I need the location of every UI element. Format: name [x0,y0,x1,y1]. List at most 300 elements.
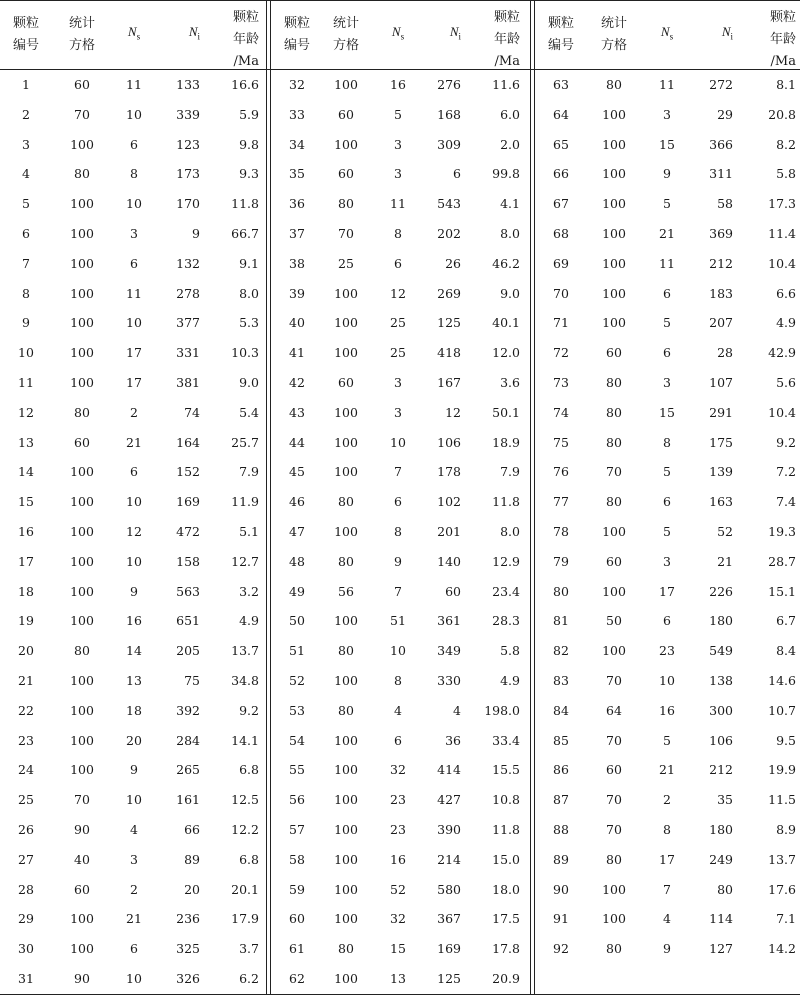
cell-grain-age: 11.8 [492,822,520,837]
cell-grain-no: 75 [553,434,569,450]
cell-stat-grid: 100 [70,345,94,361]
cell-ni: 123 [176,136,200,152]
cell-grain-age: 8.1 [776,77,796,92]
cell-ns: 7 [394,464,402,480]
cell-stat-grid: 100 [334,851,358,867]
cell-stat-grid: 100 [602,196,626,212]
cell-stat-grid: 80 [338,196,354,212]
cell-grain-no: 61 [289,941,305,957]
cell-grain-age: 17.9 [231,911,259,927]
header-text: 统计 [600,15,627,31]
cell-stat-grid: 90 [74,822,90,837]
cell-ns: 16 [126,613,142,629]
cell-ns: 4 [130,822,138,837]
cell-stat-grid: 100 [334,971,358,986]
cell-grain-age: 10.4 [768,404,796,420]
cell-ni: 167 [437,375,461,390]
table-row [535,189,800,219]
cell-grain-no: 17 [18,553,34,569]
cell-stat-grid: 100 [70,762,94,778]
cell-grain-age: 20.8 [768,106,796,122]
cell-grain-no: 58 [289,851,305,867]
cell-stat-grid: 100 [70,941,94,957]
cell-stat-grid: 70 [74,792,90,808]
cell-grain-no: 83 [553,673,569,688]
cell-grain-no: 89 [553,851,569,867]
cell-ns: 2 [130,881,138,897]
cell-ni: 26 [445,255,461,271]
cell-ns: 10 [126,553,142,569]
cell-ni: 205 [176,643,200,659]
header-ns-base: N [391,24,401,40]
cell-grain-no: 45 [289,464,305,480]
cell-grain-no: 14 [18,464,34,480]
table-row [271,249,530,279]
cell-grain-age: 7.1 [776,911,796,927]
table-row [271,368,530,398]
header-ni [421,0,461,69]
cell-grain-age: 11.8 [231,196,259,212]
cell-grain-no: 5 [22,196,30,212]
table-row [271,100,530,130]
header-text: 颗粒 [12,15,39,31]
header-ni-symbol [450,21,461,48]
cell-ns: 9 [394,553,402,569]
cell-grain-no: 73 [553,375,569,390]
cell-stat-grid: 100 [334,404,358,420]
header-text: 编号 [547,37,574,53]
cell-stat-grid: 60 [74,881,90,897]
cell-ni: 133 [176,77,200,92]
table-row [535,666,800,696]
cell-ni: 127 [709,941,733,957]
cell-grain-age: 4.9 [776,315,796,331]
cell-grain-no: 28 [18,881,34,897]
cell-grain-age: 8.0 [500,226,520,241]
header-ns-sub: s [669,31,674,42]
cell-stat-grid: 60 [606,762,622,778]
cell-grain-no: 87 [553,792,569,808]
cell-stat-grid: 100 [602,136,626,152]
cell-ns: 9 [130,583,138,599]
header-grain-age [738,0,796,73]
cell-grain-age: 40.1 [492,315,520,331]
cell-grain-age: 11.5 [768,792,796,808]
cell-grain-no: 29 [18,911,34,927]
cell-ns: 6 [130,464,138,480]
table-row [535,368,800,398]
header-ns [647,0,687,69]
cell-ni: 418 [437,345,461,361]
cell-ni: 207 [709,315,733,331]
cell-grain-no: 15 [18,494,34,510]
table-row [535,815,800,845]
cell-stat-grid: 60 [606,345,622,361]
cell-grain-no: 88 [553,822,569,837]
cell-stat-grid: 80 [606,404,622,420]
cell-grain-no: 2 [22,106,30,122]
cell-ni: 339 [176,106,200,122]
cell-stat-grid: 100 [602,315,626,331]
cell-ni: 580 [437,881,461,897]
cell-ni: 138 [709,673,733,688]
cell-grain-age: 10.3 [231,345,259,361]
cell-grain-age: 3.2 [239,583,259,599]
cell-grain-no: 31 [18,971,34,986]
table-block-2 [271,0,530,995]
cell-grain-no: 39 [289,285,305,301]
cell-grain-no: 44 [289,434,305,450]
cell-grain-no: 71 [553,315,569,331]
header-text: 方格 [332,37,359,53]
cell-ns: 3 [130,851,138,867]
table-row [271,636,530,666]
cell-stat-grid: 25 [338,255,354,271]
cell-stat-grid: 70 [606,792,622,808]
table-row [271,696,530,726]
cell-grain-no: 25 [18,792,34,808]
cell-stat-grid: 100 [334,822,358,837]
cell-ni: 381 [176,375,200,390]
cell-stat-grid: 80 [606,434,622,450]
cell-grain-no: 10 [18,345,34,361]
cell-stat-grid: 100 [334,762,358,778]
cell-ns: 6 [394,255,402,271]
cell-stat-grid: 100 [70,702,94,718]
table-row [535,755,800,785]
cell-grain-no: 20 [18,643,34,659]
cell-stat-grid: 100 [70,524,94,539]
cell-grain-no: 24 [18,762,34,778]
cell-ni: 330 [437,673,461,688]
table-row [271,338,530,368]
cell-grain-age: 5.1 [239,524,259,539]
cell-grain-no: 22 [18,702,34,718]
cell-ni: 114 [709,911,733,927]
cell-grain-age: 17.8 [492,941,520,957]
cell-grain-age: 5.9 [239,106,259,122]
cell-ns: 15 [659,136,675,152]
table-row [271,845,530,875]
table-row [535,100,800,130]
cell-grain-age: 198.0 [484,702,520,718]
cell-grain-age: 16.6 [231,77,259,92]
cell-stat-grid: 100 [602,881,626,897]
table-row [535,696,800,726]
table-row [271,189,530,219]
header-text: 年龄 [232,32,259,47]
cell-ni: 563 [176,583,200,599]
cell-grain-no: 66 [553,166,569,182]
cell-grain-age: 5.3 [239,315,259,331]
cell-grain-age: 12.7 [231,553,259,569]
cell-ns: 5 [663,464,671,480]
cell-grain-age: 12.5 [231,792,259,808]
cell-grain-age: 50.1 [492,404,520,420]
cell-stat-grid: 50 [606,613,622,629]
cell-stat-grid: 100 [602,106,626,122]
cell-grain-age: 12.2 [231,822,259,837]
cell-ni: 272 [709,77,733,92]
cell-grain-age: 42.9 [768,345,796,361]
table-row [535,249,800,279]
table-row [0,308,266,338]
cell-stat-grid: 100 [602,285,626,301]
header-grain-no [541,0,581,69]
cell-stat-grid: 100 [334,434,358,450]
cell-ni: 58 [717,196,733,212]
table-row [0,517,266,547]
cell-ns: 3 [394,166,402,182]
cell-ns: 11 [659,77,675,92]
cell-grain-no: 51 [289,643,305,659]
cell-grain-no: 67 [553,196,569,212]
table-row [271,875,530,905]
cell-ni: 161 [176,792,200,808]
cell-ni: 4 [453,702,461,718]
cell-grain-age: 13.7 [231,643,259,659]
cell-ns: 17 [659,583,675,599]
cell-ni: 139 [709,464,733,480]
cell-stat-grid: 100 [70,673,94,688]
cell-grain-age: 17.5 [492,911,520,927]
cell-grain-no: 90 [553,881,569,897]
cell-grain-age: 11.6 [492,77,520,92]
cell-grain-no: 53 [289,702,305,718]
cell-ni: 175 [709,434,733,450]
cell-grain-no: 85 [553,732,569,748]
table-row [535,904,800,934]
block-divider-left-a [266,0,267,995]
cell-stat-grid: 100 [602,255,626,271]
cell-ns: 23 [390,792,406,808]
header-text: 方格 [600,37,627,53]
cell-ns: 25 [390,315,406,331]
cell-ni: 89 [184,851,200,867]
cell-stat-grid: 100 [602,583,626,599]
header-grain-age [468,0,520,73]
cell-grain-no: 68 [553,226,569,241]
cell-grain-no: 84 [553,702,569,718]
header-text: 统计 [68,15,95,31]
table-row [271,159,530,189]
cell-stat-grid: 60 [338,375,354,390]
cell-stat-grid: 100 [70,911,94,927]
cell-grain-age: 11.9 [231,494,259,510]
cell-ni: 125 [437,315,461,331]
header-text: 颗粒 [547,15,574,31]
cell-stat-grid: 80 [606,494,622,510]
cell-ns: 6 [394,494,402,510]
cell-ni: 390 [437,822,461,837]
cell-grain-age: 20.1 [231,881,259,897]
cell-stat-grid: 100 [70,583,94,599]
cell-ni: 366 [709,136,733,152]
cell-grain-age: 13.7 [768,851,796,867]
cell-grain-age: 66.7 [231,226,259,241]
header-stat-grid [60,0,104,69]
header-ns-symbol [392,21,404,48]
cell-grain-age: 25.7 [231,434,259,450]
table-row [0,279,266,309]
cell-ns: 11 [126,77,142,92]
cell-grain-age: 9.3 [239,166,259,182]
header-text: 统计 [332,15,359,31]
table-row [535,606,800,636]
cell-grain-age: 9.2 [239,702,259,718]
cell-ns: 3 [394,404,402,420]
table-row [0,845,266,875]
cell-grain-age: 19.3 [768,524,796,539]
table-row [0,755,266,785]
cell-ns: 5 [663,315,671,331]
cell-grain-no: 59 [289,881,305,897]
cell-stat-grid: 100 [334,315,358,331]
cell-grain-no: 30 [18,941,34,957]
cell-ns: 10 [126,315,142,331]
cell-grain-age: 17.3 [768,196,796,212]
cell-grain-age: 14.1 [231,732,259,748]
cell-grain-no: 50 [289,613,305,629]
header-ns-sub: s [136,31,141,42]
cell-stat-grid: 70 [606,464,622,480]
cell-ns: 21 [659,762,675,778]
cell-grain-age: 10.4 [768,255,796,271]
cell-grain-no: 52 [289,673,305,688]
cell-grain-age: 19.9 [768,762,796,778]
cell-ni: 427 [437,792,461,808]
table-row [0,934,266,964]
cell-ni: 284 [176,732,200,748]
table-row [535,428,800,458]
cell-stat-grid: 60 [74,77,90,92]
cell-ni: 106 [709,732,733,748]
table-row [271,517,530,547]
table-row [535,934,800,964]
cell-stat-grid: 100 [70,285,94,301]
cell-stat-grid: 60 [338,106,354,122]
cell-stat-grid: 70 [606,732,622,748]
cell-ns: 8 [394,226,402,241]
cell-stat-grid: 100 [334,77,358,92]
cell-grain-no: 21 [18,673,34,688]
cell-ni: 75 [184,673,200,688]
cell-stat-grid: 60 [74,434,90,450]
cell-ns: 10 [126,792,142,808]
cell-ns: 21 [126,911,142,927]
table-row [0,368,266,398]
cell-ns: 15 [659,404,675,420]
cell-grain-age: 4.9 [500,673,520,688]
cell-stat-grid: 100 [70,255,94,271]
cell-stat-grid: 100 [334,524,358,539]
cell-grain-no: 4 [22,166,30,182]
cell-ns: 17 [126,375,142,390]
header-text: 颗粒 [769,10,796,25]
cell-grain-age: 5.4 [239,404,259,420]
table-header [271,0,530,69]
cell-ns: 8 [394,524,402,539]
cell-grain-no: 3 [22,136,30,152]
cell-ns: 4 [663,911,671,927]
cell-grain-no: 37 [289,226,305,241]
header-ni-symbol [189,21,200,48]
cell-grain-age: 6.8 [239,851,259,867]
table-row [0,249,266,279]
cell-grain-no: 47 [289,524,305,539]
table-row [271,398,530,428]
cell-stat-grid: 100 [334,673,358,688]
cell-ns: 32 [390,911,406,927]
cell-stat-grid: 80 [338,494,354,510]
cell-ns: 5 [663,524,671,539]
cell-ni: 60 [445,583,461,599]
cell-ni: 414 [437,762,461,778]
cell-ni: 212 [709,255,733,271]
cell-ns: 5 [394,106,402,122]
cell-grain-age: 4.9 [239,613,259,629]
cell-ns: 10 [659,673,675,688]
cell-ni: 35 [717,792,733,808]
cell-grain-age: 17.6 [768,881,796,897]
cell-grain-no: 81 [553,613,569,629]
cell-grain-no: 34 [289,136,305,152]
cell-stat-grid: 90 [74,971,90,986]
cell-ni: 201 [437,524,461,539]
table-row [0,338,266,368]
cell-ni: 361 [437,613,461,629]
cell-grain-no: 46 [289,494,305,510]
cell-ni: 180 [709,613,733,629]
cell-ns: 3 [663,375,671,390]
cell-ni: 331 [176,345,200,361]
cell-grain-age: 15.1 [768,583,796,599]
table-row [535,159,800,189]
cell-grain-age: 8.4 [776,643,796,659]
cell-grain-no: 27 [18,851,34,867]
cell-ni: 20 [184,881,200,897]
table-row [271,70,530,100]
cell-grain-age: 9.0 [239,375,259,390]
header-grain-no [6,0,46,69]
header-text: /Ma [770,54,796,69]
header-text: 颗粒 [283,15,310,31]
cell-ni: 21 [717,553,733,569]
header-ns [114,0,154,69]
header-ni-sub: i [730,31,733,42]
table-row [0,875,266,905]
cell-stat-grid: 70 [74,106,90,122]
cell-ni: 28 [717,345,733,361]
cell-ni: 52 [717,524,733,539]
cell-ns: 32 [390,762,406,778]
cell-stat-grid: 100 [334,792,358,808]
cell-grain-no: 7 [22,255,30,271]
cell-stat-grid: 100 [334,464,358,480]
table-row [535,487,800,517]
table-row [271,428,530,458]
cell-grain-no: 49 [289,583,305,599]
cell-ns: 6 [663,613,671,629]
cell-grain-no: 1 [22,77,30,92]
cell-ns: 6 [663,345,671,361]
header-ni [693,0,733,69]
cell-grain-no: 62 [289,971,305,986]
cell-grain-no: 18 [18,583,34,599]
cell-ni: 183 [709,285,733,301]
header-text: /Ma [494,54,520,69]
cell-ni: 214 [437,851,461,867]
